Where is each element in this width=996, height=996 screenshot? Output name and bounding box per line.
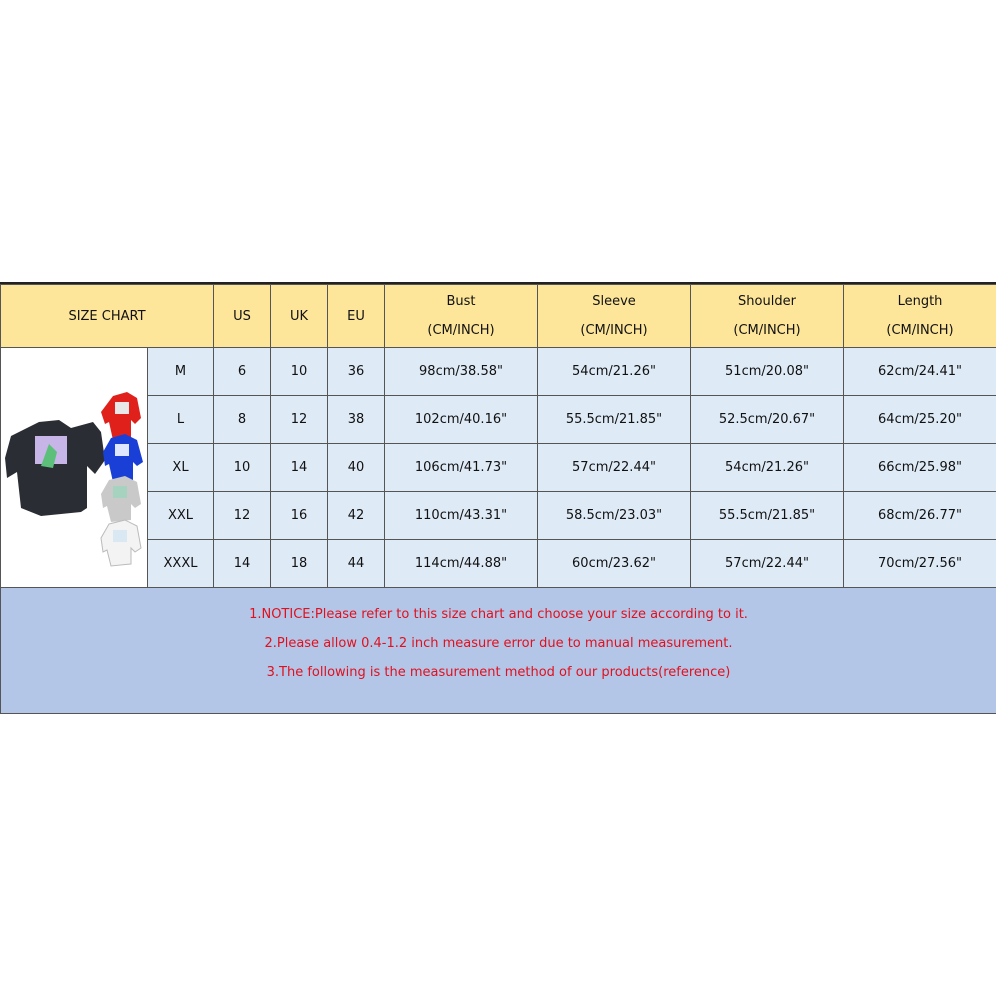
red-sweatshirt-icon [101, 392, 141, 440]
table-row [1, 444, 996, 492]
notice-line-2: 2.Please allow 0.4-1.2 inch measure error due to manual measurement. [264, 636, 733, 651]
size-label: XXL [148, 492, 214, 540]
shoulder-value: 51cm/20.08" [691, 348, 844, 396]
shoulder-value: 57cm/22.44" [691, 540, 844, 588]
sleeve-value: 54cm/21.26" [538, 348, 691, 396]
product-image [1, 348, 148, 588]
sleeve-value: 60cm/23.62" [538, 540, 691, 588]
us-value: 14 [214, 540, 271, 588]
bust-value: 102cm/40.16" [385, 396, 538, 444]
notice-text [1, 588, 996, 714]
bust-value: 106cm/41.73" [385, 444, 538, 492]
blue-sweatshirt-icon [103, 434, 143, 482]
notice-block [1, 588, 996, 714]
us-value: 6 [214, 348, 271, 396]
size-chart-heading: SIZE CHART [1, 285, 214, 348]
bust-value: 110cm/43.31" [385, 492, 538, 540]
size-label: M [148, 348, 214, 396]
length-value: 66cm/25.98" [844, 444, 996, 492]
uk-heading: UK [271, 285, 328, 348]
table-row [1, 540, 996, 588]
table-row [1, 492, 996, 540]
grey-sweatshirt-icon [101, 476, 141, 522]
size-label: L [148, 396, 214, 444]
eu-value: 40 [328, 444, 385, 492]
eu-value: 36 [328, 348, 385, 396]
bust-value: 98cm/38.58" [385, 348, 538, 396]
uk-value: 14 [271, 444, 328, 492]
shoulder-value: 52.5cm/20.67" [691, 396, 844, 444]
bust-heading: Bust (CM/INCH) [385, 285, 538, 348]
eu-value: 42 [328, 492, 385, 540]
notice-line-3: 3.The following is the measurement method of our products(reference) [266, 665, 731, 680]
shoulder-heading: Shoulder (CM/INCH) [691, 285, 844, 348]
us-heading: US [214, 285, 271, 348]
uk-value: 12 [271, 396, 328, 444]
sleeve-value: 57cm/22.44" [538, 444, 691, 492]
header-row [1, 285, 996, 348]
uk-value: 16 [271, 492, 328, 540]
bust-value: 114cm/44.88" [385, 540, 538, 588]
table-row [1, 396, 996, 444]
eu-heading: EU [328, 285, 385, 348]
eu-value: 38 [328, 396, 385, 444]
length-heading: Length (CM/INCH) [844, 285, 996, 348]
us-value: 10 [214, 444, 271, 492]
eu-value: 44 [328, 540, 385, 588]
shoulder-value: 54cm/21.26" [691, 444, 844, 492]
us-value: 8 [214, 396, 271, 444]
length-value: 70cm/27.56" [844, 540, 996, 588]
length-value: 64cm/25.20" [844, 396, 996, 444]
shoulder-value: 55.5cm/21.85" [691, 492, 844, 540]
uk-value: 18 [271, 540, 328, 588]
sleeve-heading: Sleeve (CM/INCH) [538, 285, 691, 348]
size-label: XXXL [148, 540, 214, 588]
sleeve-value: 55.5cm/21.85" [538, 396, 691, 444]
uk-value: 10 [271, 348, 328, 396]
length-value: 68cm/26.77" [844, 492, 996, 540]
table-row [1, 348, 996, 396]
sleeve-value: 58.5cm/23.03" [538, 492, 691, 540]
black-sweatshirt-icon [5, 420, 105, 516]
size-label: XL [148, 444, 214, 492]
length-value: 62cm/24.41" [844, 348, 996, 396]
white-sweatshirt-icon [101, 520, 141, 566]
us-value: 12 [214, 492, 271, 540]
notice-line-1: 1.NOTICE:Please refer to this size chart and choose your size according to it. [249, 607, 748, 622]
size-chart-table [0, 282, 996, 714]
